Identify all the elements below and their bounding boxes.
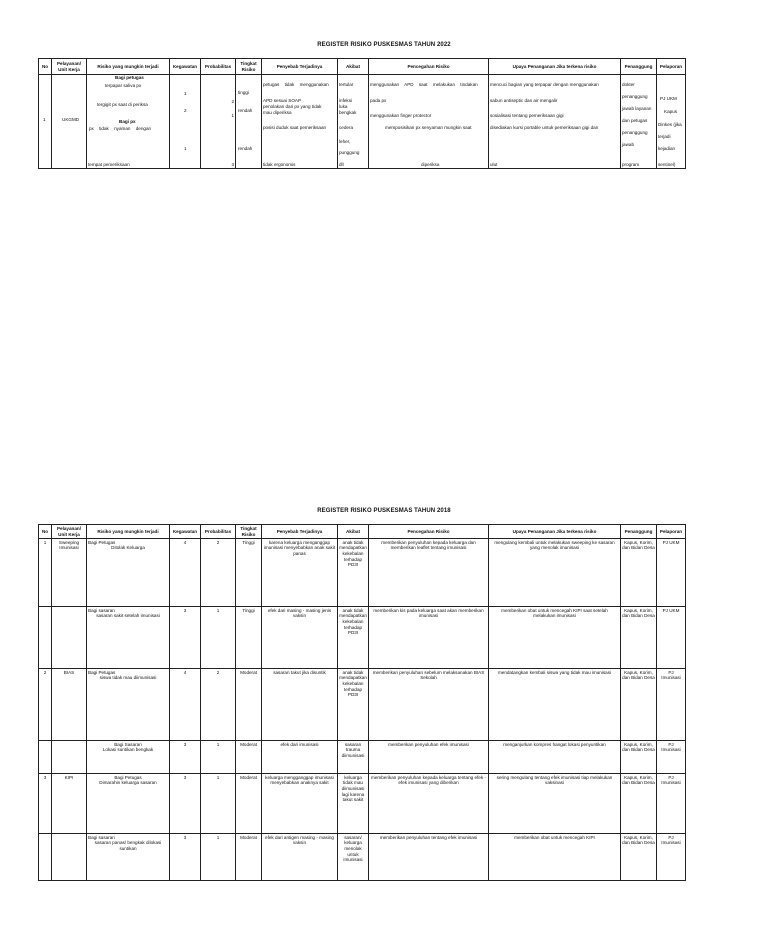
col-header-risiko: Risiko yang mungkin terjadi xyxy=(87,59,170,75)
cell-penyebab: efek dari masing - masing jenis vaksin xyxy=(262,607,338,669)
cell-pencegahan: memberikan penyuluhan efek imunisasi xyxy=(369,741,489,774)
report-text: sentinel) xyxy=(658,162,676,167)
register-title-2018: REGISTER RISIKO PUSKESMAS TAHUN 2018 xyxy=(317,508,451,514)
cell-no xyxy=(39,607,52,669)
cell-akibat: sasaran trauma diimunisasi xyxy=(338,741,369,774)
col-header-no: No xyxy=(39,59,52,75)
cell-risiko xyxy=(87,607,170,669)
responsible-text: program xyxy=(622,162,640,167)
cell-pelaporan: PJ UKM xyxy=(657,539,686,607)
cell-risiko xyxy=(87,669,170,741)
cell-upaya: memberikan obat untuk mencegah KIPI xyxy=(489,834,621,881)
table-row xyxy=(39,539,686,607)
severity-value: 2 xyxy=(184,108,187,113)
prevention-text: menggunakan APD saat melakukan tindakan xyxy=(370,82,478,87)
cell-upaya: menganjurkan kompres hangat lokasi penyuntikan xyxy=(489,741,621,774)
col-header-pencegahan: Pencegahan Risiko xyxy=(369,525,489,539)
cell-no: 3 xyxy=(39,774,52,834)
severity-value: 1 xyxy=(184,91,187,96)
col-header-penyebab: Penyebab Terjadinya xyxy=(262,525,338,539)
col-header-upaya: Upaya Penanganan Jika terkena risiko xyxy=(489,59,621,75)
cell-tingkat: Tinggi xyxy=(236,607,262,669)
cell-tingkat: Moderat xyxy=(236,834,262,881)
cell-tingkat: Tinggi xyxy=(236,539,262,607)
cell-penanggung: Kapus, Korim, dan Bidan Desa xyxy=(621,774,657,834)
col-header-no: No xyxy=(39,525,52,539)
severity-value: 1 xyxy=(184,146,187,151)
effect-text: tertular xyxy=(339,82,354,87)
cell-risiko xyxy=(87,774,170,834)
col-header-unit: Pelayanan/ Unit Kerja xyxy=(52,59,87,75)
cell-unit xyxy=(52,741,87,774)
risk-register-table-2018 xyxy=(38,524,686,881)
report-text: Kapus xyxy=(664,109,678,114)
cell-probabilitas: 1 xyxy=(201,774,236,834)
cell-upaya: memberikan obat untuk mencegah KIPI saat setelah melakukan imunisasi xyxy=(489,607,621,669)
risk-level: rendah xyxy=(238,146,253,151)
row-number: 1 xyxy=(43,117,46,122)
effect-text: dll xyxy=(339,162,344,167)
cell-penanggung: Kapus, Korim, dan Bidan Desa xyxy=(621,669,657,741)
cell-pencegahan: memberikan penyuluhan kepada keluarga dan memberikan leaflet tentang imunisasi xyxy=(369,539,489,607)
cell-unit: Sweeping Imunisasi xyxy=(52,539,87,607)
cell-penyebab: sasaran takut jika disuntik xyxy=(262,669,338,741)
cell-penanggung: Kapus, Korim, dan Bidan Desa xyxy=(621,834,657,881)
risk-group-label: Bagi sasaran xyxy=(88,834,115,840)
handling-text: sabun antiseptic dan air mengalir xyxy=(490,98,558,103)
report-text: terjadi xyxy=(658,134,671,139)
cause-text: APD sesuai SOAP xyxy=(263,98,302,103)
responsible-text: jawab xyxy=(622,142,635,147)
cell-akibat: anak tidak mendapatkan kekebalan terhadap PD3I xyxy=(338,669,369,741)
cell-tingkat xyxy=(236,75,262,169)
risk-text: terpapar saliva px xyxy=(105,83,142,88)
cell-probabilitas xyxy=(201,75,236,169)
table-row xyxy=(39,75,686,169)
cell-kegawatan: 3 xyxy=(170,834,201,881)
cell-risiko xyxy=(87,539,170,607)
cell-upaya xyxy=(489,75,621,169)
cell-penanggung: Kapus, Korim, dan Bidan Desa xyxy=(621,607,657,669)
unit-name: UKGMD xyxy=(62,117,80,122)
col-header-akibat: Akibat xyxy=(338,525,369,539)
cell-penanggung: Kapus, Korim, dan Bidan Desa xyxy=(621,741,657,774)
risk-text: sasaran sakit setelah imunisasi xyxy=(96,613,160,619)
probability-value: 1 xyxy=(231,113,234,118)
cell-penanggung xyxy=(621,75,657,169)
risk-text: sasaran panas/ bengkak dilokasi suntikan xyxy=(94,840,162,851)
probability-value: 3 xyxy=(231,162,234,167)
effect-text: infeksi xyxy=(339,98,353,103)
cell-probabilitas: 2 xyxy=(201,669,236,741)
cell-pencegahan: memberikan penyuluhan kepada keluarga tentang efek - efek imunisasi yang diberikan xyxy=(369,774,489,834)
cell-pencegahan: memberikan penyuluhan sebelum melaksanakan BIAS Sekolah xyxy=(369,669,489,741)
handling-text: disediakan kursi portable untuk pemeriksaan gigi dan xyxy=(490,125,599,130)
cause-text: mau diperiksa xyxy=(263,110,292,115)
risk-level: tinggi xyxy=(238,90,249,95)
risk-text: Lokasi suntikan bengkak xyxy=(102,747,154,753)
cell-probabilitas: 1 xyxy=(201,607,236,669)
table-row xyxy=(39,774,686,834)
risk-group-label: Bagi Petugas xyxy=(88,539,116,545)
cell-pencegahan: memberikan kis pada keluarga saat akan memberikan imunisasi xyxy=(369,607,489,669)
cell-unit xyxy=(52,607,87,669)
cell-kegawatan: 4 xyxy=(170,539,201,607)
cell-risiko xyxy=(87,834,170,881)
responsible-text: dokter xyxy=(622,82,635,87)
report-text: PJ UKM xyxy=(660,96,677,101)
cause-text: tidak ergonomis xyxy=(263,162,296,167)
cell-tingkat: Moderat xyxy=(236,741,262,774)
risk-group-label: Bagi Petugas xyxy=(114,774,142,780)
prevention-text: pada px xyxy=(370,98,387,103)
effect-text: cedera xyxy=(339,125,354,130)
responsible-text: dan petugas xyxy=(622,118,648,123)
cell-no xyxy=(39,75,52,169)
table-row xyxy=(39,607,686,669)
cell-pelaporan: PJ Imunisasi xyxy=(657,669,686,741)
col-header-risiko: Risiko yang mungkin terjadi xyxy=(87,525,170,539)
handling-text: sosialisasi tentang pemeriksaan gigi xyxy=(490,113,564,118)
cell-penyebab: keluarga mengganggap imunisasi menyebabkan anaknya sakit xyxy=(262,774,338,834)
col-header-tingkat: Tingkat Risiko xyxy=(236,59,262,75)
cell-tingkat: Moderat xyxy=(236,669,262,741)
col-header-upaya: Upaya Penanganan Jika terkena risiko xyxy=(489,525,621,539)
risk-group-label: Bagi Sasaran xyxy=(114,741,142,747)
cell-akibat xyxy=(338,75,369,169)
cell-probabilitas: 2 xyxy=(201,539,236,607)
cell-no xyxy=(39,741,52,774)
table-header-row xyxy=(39,59,686,75)
table-row xyxy=(39,669,686,741)
risk-group-label: Bagi petugas xyxy=(115,75,144,80)
risk-text: tempat pemeriksaan xyxy=(88,162,130,167)
cell-penanggung: Kapus, Korim, dan Bidan Desa xyxy=(621,539,657,607)
handling-text: mencuci bagian yang terpapar dengan menggunakan xyxy=(490,82,599,87)
col-header-tingkat: Tingkat Risiko xyxy=(236,525,262,539)
effect-text: leher, xyxy=(339,139,351,144)
col-header-kegawatan: Kegawatan xyxy=(170,59,201,75)
cell-no: 2 xyxy=(39,669,52,741)
cell-pelaporan: PJ Imunisasi xyxy=(657,834,686,881)
cell-akibat: sasaran/ keluarga menolak untuk imunisasi xyxy=(338,834,369,881)
col-header-unit: Pelayanan/ Unit Kerja xyxy=(52,525,87,539)
cell-no xyxy=(39,834,52,881)
risk-group-label: Bagi px xyxy=(119,119,136,124)
cell-probabilitas: 1 xyxy=(201,741,236,774)
cell-pelaporan: PJ Imunisasi xyxy=(657,741,686,774)
prevention-text: menggunakan finger protector xyxy=(370,113,432,118)
probability-value: 2 xyxy=(231,99,234,104)
cell-unit xyxy=(52,75,87,169)
cell-pelaporan: PJ Imunisasi xyxy=(657,774,686,834)
col-header-penyebab: Penyebab Terjadinya xyxy=(262,59,338,75)
risk-text: tergigit px saat di periksa xyxy=(97,102,148,107)
cell-penyebab: efek dari imunisasi xyxy=(262,741,338,774)
cell-pencegahan xyxy=(369,75,489,169)
risk-text: Ditolak Keluarga xyxy=(111,545,145,551)
cell-kegawatan: 4 xyxy=(170,669,201,741)
handling-text: ulut xyxy=(490,162,498,167)
col-header-kegawatan: Kegawatan xyxy=(170,525,201,539)
risk-level: rendah xyxy=(238,108,253,113)
table-header-row xyxy=(39,525,686,539)
cell-akibat: keluarga tidak mau diimunisasi lagi karena takut sakit xyxy=(338,774,369,834)
effect-text: luka xyxy=(339,104,348,109)
register-title-2022: REGISTER RISIKO PUSKESMAS TAHUN 2022 xyxy=(317,42,451,48)
cell-pelaporan xyxy=(657,75,686,169)
col-header-pencegahan: Pencegahan Risiko xyxy=(369,59,489,75)
report-text: Dinkes (jika xyxy=(658,122,682,127)
risk-group-label: Bagi sasaran xyxy=(88,607,115,613)
cell-upaya: sering mengulang tentang efek imunisasi tiap melakukan vaksinasi xyxy=(489,774,621,834)
prevention-text: diperiksa xyxy=(421,162,440,167)
table-row xyxy=(39,741,686,774)
risk-text: px tidak nyaman dengan xyxy=(89,126,152,131)
cell-unit xyxy=(52,834,87,881)
effect-text: punggung xyxy=(339,150,360,155)
col-header-pelaporan: Pelaporan xyxy=(657,525,686,539)
risk-text: Dimarahin keluarga sasaran xyxy=(99,780,157,786)
cause-text: posisi duduk saat pemeriksaan xyxy=(263,125,327,130)
risk-register-table-2022 xyxy=(38,58,686,169)
cause-text: petugas tidak menggunakan xyxy=(263,82,329,87)
cell-kegawatan: 3 xyxy=(170,607,201,669)
col-header-penanggung: Penanggung xyxy=(621,59,657,75)
table-row xyxy=(39,834,686,881)
effect-text: bengkak xyxy=(339,110,357,115)
cell-unit: KIPI xyxy=(52,774,87,834)
responsible-text: penanggung xyxy=(622,94,648,99)
cause-text: penolakan dari px yang tidak xyxy=(263,104,322,109)
col-header-akibat: Akibat xyxy=(338,59,369,75)
col-header-probabilitas: Probabilitas xyxy=(201,59,236,75)
cell-tingkat: Moderat xyxy=(236,774,262,834)
cell-risiko xyxy=(87,75,170,169)
cell-penyebab: efek dari antigen masing - masing vaksin xyxy=(262,834,338,881)
cell-probabilitas: 1 xyxy=(201,834,236,881)
cell-pelaporan: PJ UKM xyxy=(657,607,686,669)
cell-kegawatan: 3 xyxy=(170,741,201,774)
cell-unit: BIAS xyxy=(52,669,87,741)
col-header-pelaporan: Pelaporan xyxy=(657,59,686,75)
report-text: kejadian xyxy=(658,146,676,151)
cell-pencegahan: memberikan penyuluhan tentang efek imunisasi xyxy=(369,834,489,881)
cell-kegawatan: 3 xyxy=(170,774,201,834)
cell-penyebab xyxy=(262,75,338,169)
cell-upaya: mengulang kembali untuk melakukan sweeping ke sasaran yang menolak imunisasi xyxy=(489,539,621,607)
responsible-text: penanggung xyxy=(622,130,648,135)
prevention-text: memposisikan px senyaman mungkin saat xyxy=(385,125,472,130)
cell-akibat: anak tidak mendapatkan kekebalan terhadap PD3I xyxy=(338,539,369,607)
cell-upaya: mendatangkan kembali siswa yang tidak mau imunisasi xyxy=(489,669,621,741)
risk-group-label: Bagi Petugas xyxy=(88,669,116,675)
cell-no: 1 xyxy=(39,539,52,607)
col-header-probabilitas: Probabilitas xyxy=(201,525,236,539)
cell-akibat: anak tidak mendapatkan kekebalan terhadap PD3I xyxy=(338,607,369,669)
col-header-penanggung: Penanggung xyxy=(621,525,657,539)
responsible-text: jawab layanan xyxy=(622,106,652,111)
cell-risiko xyxy=(87,741,170,774)
cell-penyebab: karena keluarga menganggap imunisasi menyebabkan anak sakit panas xyxy=(262,539,338,607)
risk-text: siswa tidak mau diimunisasi xyxy=(99,675,157,681)
cell-kegawatan xyxy=(170,75,201,169)
